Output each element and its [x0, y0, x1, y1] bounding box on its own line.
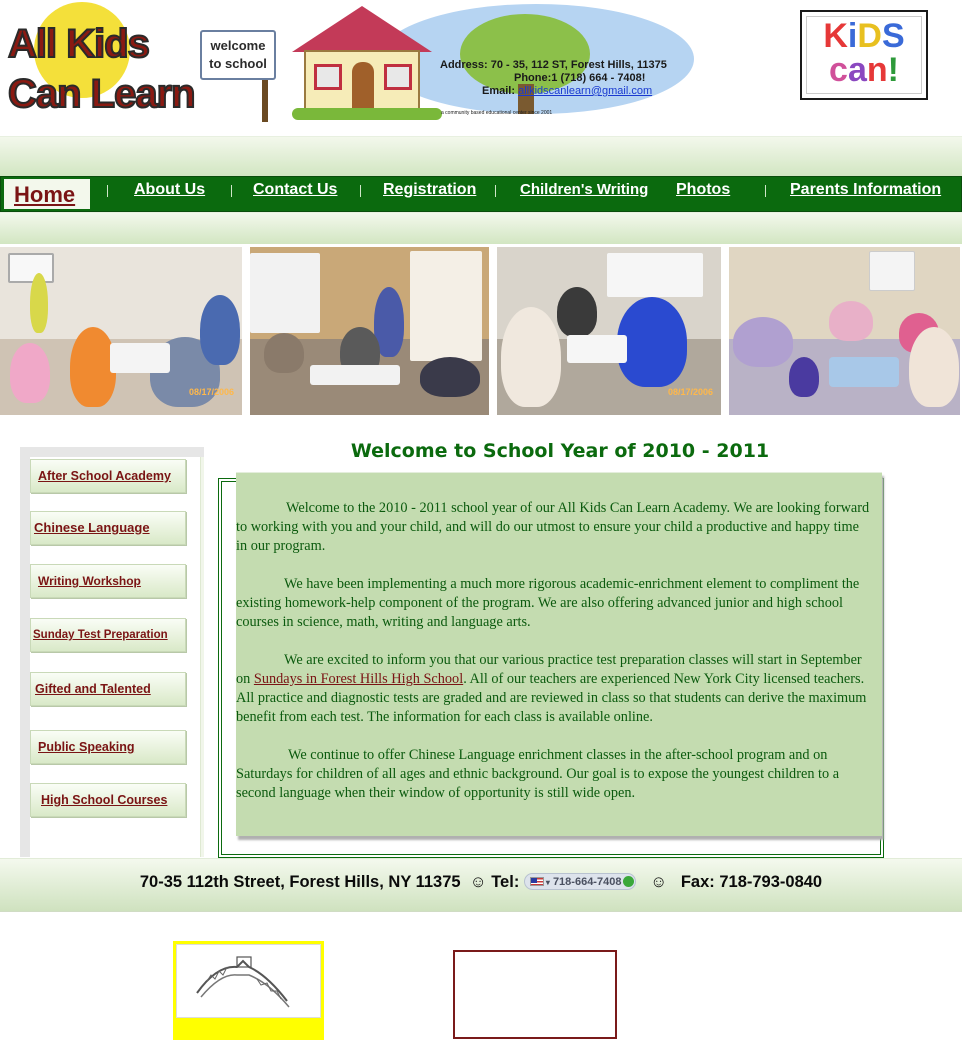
house-roof-graphic — [292, 6, 432, 52]
header-tagline: a community based educational center since 2001 — [441, 110, 553, 116]
welcome-paragraph-3 — [236, 651, 870, 727]
dropdown-arrow-icon: ▾ — [545, 877, 550, 887]
sidebar-item-after-school-academy[interactable]: After School Academy — [30, 459, 186, 493]
smiley-icon: ☺ — [650, 873, 668, 891]
footer-tel-number: 718-664-7408 — [552, 875, 622, 888]
us-flag-icon — [530, 877, 544, 886]
sidebar-item-writing-workshop[interactable]: Writing Workshop — [30, 564, 186, 598]
nav-registration[interactable]: Registration — [383, 181, 477, 198]
sidebar-item-gifted-and-talented[interactable]: Gifted and Talented — [30, 672, 186, 706]
sidebar-item-chinese-language[interactable]: Chinese Language — [30, 511, 186, 545]
nav-about-us[interactable]: About Us — [134, 181, 206, 198]
email-label: Email: — [482, 85, 516, 97]
header-address: Address: 70 - 35, 112 ST, Forest Hills, 11375 — [440, 59, 667, 71]
phone-number-chip[interactable] — [524, 873, 637, 890]
smiley-icon: ☺ — [469, 873, 487, 891]
site-logo[interactable] — [6, 2, 272, 122]
nav-bottom-band — [0, 212, 962, 244]
paragraph-3-text-end: . All of our teachers are experienced New York City licensed teachers. All practice and diagnostic tests are graded and are reviewed in class so that students can derive the maximum benefit from each test. The information for each class is available online. — [236, 671, 867, 725]
nav-parents-information[interactable]: Parents Information — [790, 181, 942, 198]
header-email-row — [482, 85, 652, 97]
nav-childrens-writing[interactable]: Children's Writing — [520, 181, 649, 198]
nav-separator — [231, 185, 232, 197]
sidebar-item-sunday-test-preparation[interactable]: Sunday Test Preparation — [30, 618, 186, 652]
main-nav — [0, 176, 962, 212]
sign-text-line2: to school — [209, 56, 267, 71]
welcome-paragraph-2: We have been implementing a much more rigorous academic-enrichment element to compliment the existing homework-help component of the program. We are also offering advanced junior and high school courses in science, math, writing and language arts. — [236, 576, 860, 630]
footer-address: 70-35 112th Street, Forest Hills, NY 11375 — [139, 873, 461, 891]
sign-text-line1: welcome — [210, 38, 266, 53]
photo-date: 08/17/2006 — [667, 387, 713, 397]
kids-can-word2: can! — [829, 51, 899, 89]
sidebar — [20, 447, 204, 857]
house-window-right — [384, 64, 412, 90]
great-wall-image[interactable] — [173, 941, 324, 1040]
logo-text-line1: All Kids — [8, 22, 149, 66]
classroom-photo-2 — [250, 247, 489, 415]
nav-separator — [107, 185, 108, 197]
sign-post — [262, 78, 268, 122]
kids-can-word1: KiDS — [823, 17, 905, 55]
nav-top-band — [0, 136, 962, 176]
classroom-photo-1 — [0, 247, 242, 415]
classroom-photo-4 — [729, 247, 960, 415]
sidebar-item-public-speaking[interactable]: Public Speaking — [30, 730, 186, 764]
nav-contact-us[interactable]: Contact Us — [253, 181, 338, 198]
header-banner — [292, 4, 696, 120]
paragraph-3-text-start: We are excited to inform you that our various practice test preparation classes will start in September on — [236, 652, 862, 687]
footer-contact — [0, 873, 962, 892]
photo-date: 08/17/2006 — [188, 387, 234, 397]
house-door — [352, 62, 374, 110]
nav-separator — [495, 185, 496, 197]
nav-home[interactable]: Home — [3, 178, 91, 210]
kids-can-logo[interactable] — [800, 10, 928, 100]
grass-graphic — [292, 108, 442, 120]
forest-hills-high-school-link[interactable]: Sundays in Forest Hills High School — [253, 671, 464, 687]
great-wall-icon — [177, 945, 320, 1018]
empty-image-box — [453, 950, 617, 1039]
welcome-paragraph-1: Welcome to the 2010 - 2011 school year of our All Kids Can Learn Academy. We are looking forward to working with you and your child, and will do our utmost to ensure your child a productive and happy time in our program. — [236, 500, 870, 554]
footer-fax: Fax: 718-793-0840 — [680, 873, 823, 891]
house-graphic — [304, 50, 420, 112]
page-title: Welcome to School Year of 2010 - 2011 — [350, 440, 770, 462]
nav-photos[interactable]: Photos — [676, 181, 731, 198]
logo-text-line2: Can Learn — [8, 72, 195, 116]
classroom-photo-3 — [497, 247, 721, 415]
sidebar-item-high-school-courses[interactable]: High School Courses — [30, 783, 186, 817]
email-link[interactable]: allkidscanlearn@gmail.com — [518, 85, 653, 97]
call-icon[interactable] — [623, 876, 634, 887]
welcome-sign — [200, 30, 276, 80]
house-window-left — [314, 64, 342, 90]
welcome-message — [236, 472, 882, 836]
footer-tel-label: Tel: — [491, 873, 520, 891]
nav-separator — [360, 185, 361, 197]
header-phone: Phone:1 (718) 664 - 7408! — [514, 72, 646, 84]
welcome-paragraph-4: We continue to offer Chinese Language enrichment classes in the after-school program and on Saturdays for children of all ages and ethnic background. Our goal is to expose the youngest children to a second language when their window of opportunity is still wide open. — [236, 747, 840, 801]
nav-separator — [765, 185, 766, 197]
